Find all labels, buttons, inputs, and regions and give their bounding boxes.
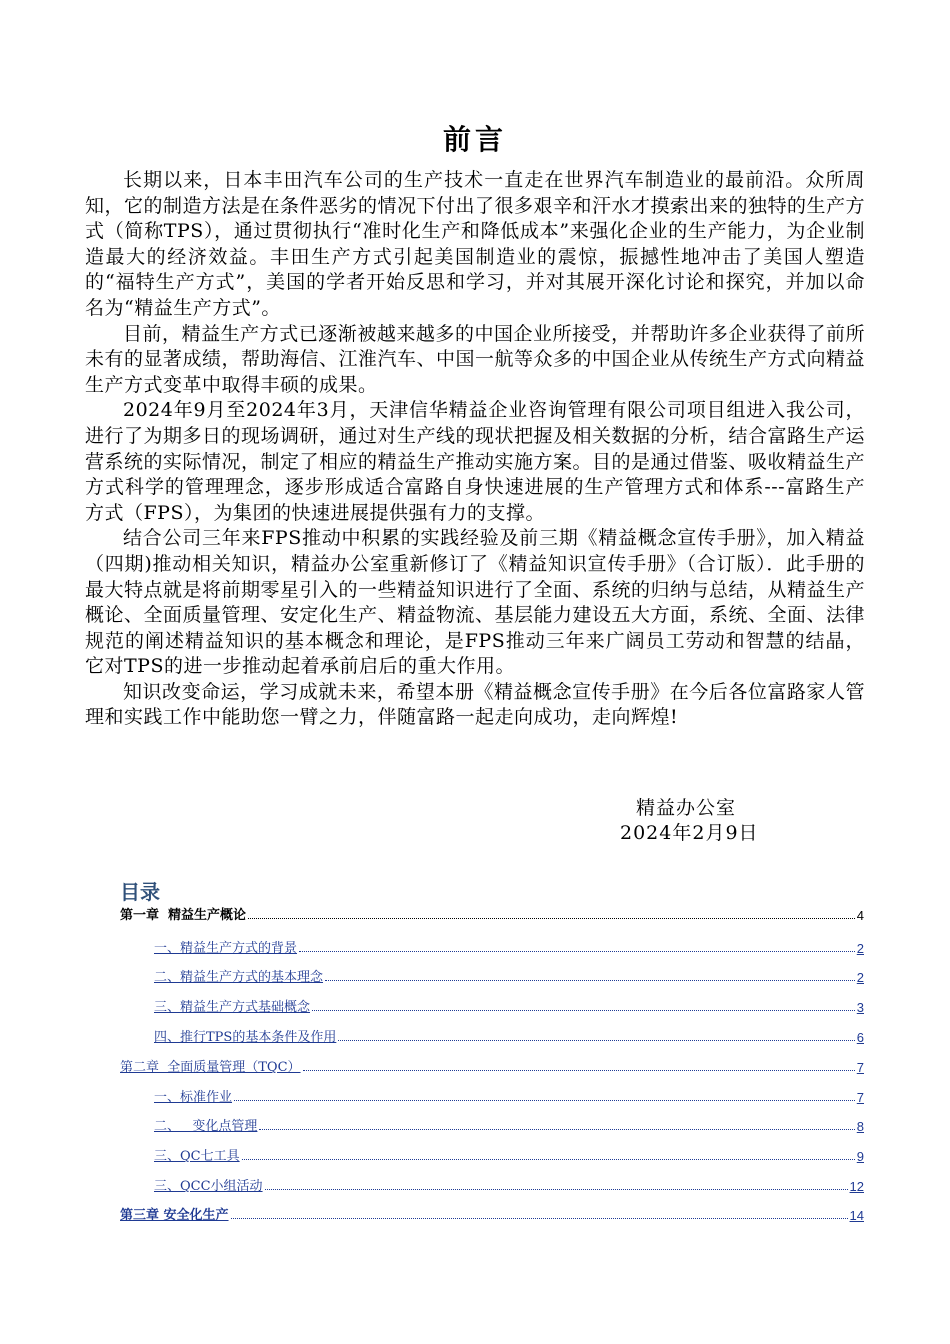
toc-entry-label: 三、QCC小组活动 bbox=[154, 1179, 263, 1194]
toc-leader-dots bbox=[325, 980, 855, 981]
toc-entry-label: 一、标准作业 bbox=[154, 1090, 233, 1105]
toc-entry-label: 一、精益生产方式的背景 bbox=[154, 941, 298, 956]
toc-entry-section[interactable] bbox=[120, 1176, 864, 1194]
toc-leader-dots bbox=[303, 1070, 855, 1071]
toc-entry-label: 三、精益生产方式基础概念 bbox=[154, 1000, 311, 1015]
toc-entry-section[interactable] bbox=[120, 1087, 864, 1105]
toc-entry-page: 3 bbox=[856, 1000, 864, 1015]
toc-leader-dots bbox=[259, 1129, 854, 1130]
toc-entry-chapter-3[interactable] bbox=[120, 1205, 864, 1223]
preface-paragraph: 结合公司三年来FPS推动中积累的实践经验及前三期《精益概念宣传手册》，加入精益（四期)推动相关知识，精益办公室重新修订了《精益知识宣传手册》（合订版）．此手册的最大特点就是将前期零星引入的一些精益知识进行了全面、系统的归纳与总结，从精益生产概论、全面质量管理、安定化生产、精益物流、基层能力建设五大方面，系统、全面、法律规范的阐述精益知识的基本概念和理论，是FPS推动三年来广阔员工劳动和智慧的结晶，它对TPS的进一步推动起着承前启后的重大作用。 bbox=[85, 527, 866, 678]
toc-entry-page: 9 bbox=[856, 1149, 864, 1164]
preface-paragraph: 2024年9月至2024年3月，天津信华精益企业咨询管理有限公司项目组进入我公司，进行了为期多日的现场调研，通过对生产线的现状把握及相关数据的分析，结合富路生产运营系统的实际情况，制定了相应的精益生产推动实施方案。目的是通过借鉴、吸收精益生产方式科学的管理理念，逐步形成适合富路自身快速进展的生产管理方式和体系---富路生产方式（FPS），为集团的快速进展提供强有力的支撑。 bbox=[85, 399, 866, 524]
preface-title: 前言 bbox=[442, 123, 507, 156]
toc-leader-dots bbox=[242, 1159, 855, 1160]
toc-entry-label: 第三章 安全化生产 bbox=[120, 1208, 229, 1223]
toc-entry-page: 6 bbox=[856, 1030, 864, 1045]
toc-entry-page: 4 bbox=[856, 908, 864, 923]
preface-signature: 精益办公室 bbox=[636, 797, 737, 819]
toc-leader-dots bbox=[248, 918, 855, 919]
toc-leader-dots bbox=[312, 1010, 855, 1011]
toc-heading: 目录 bbox=[120, 882, 160, 904]
toc-entry-label: 二、 变化点管理 bbox=[154, 1119, 258, 1134]
toc-entry-section[interactable] bbox=[120, 938, 864, 956]
toc-entry-label: 四、推行TPS的基本条件及作用 bbox=[154, 1030, 337, 1045]
toc-entry-label: 三、QC七工具 bbox=[154, 1149, 240, 1164]
toc-entry-page: 12 bbox=[849, 1179, 864, 1194]
toc-entry-page: 7 bbox=[856, 1060, 864, 1075]
toc-entry-page: 2 bbox=[856, 941, 864, 956]
toc-entry-section[interactable] bbox=[120, 967, 864, 985]
toc-entry-page: 8 bbox=[856, 1119, 864, 1134]
toc-entry-page: 14 bbox=[849, 1208, 864, 1223]
toc-entry-page: 2 bbox=[856, 970, 864, 985]
toc-leader-dots bbox=[231, 1218, 848, 1219]
toc-leader-dots bbox=[234, 1100, 855, 1101]
toc-leader-dots bbox=[299, 951, 855, 952]
toc-leader-dots bbox=[265, 1189, 848, 1190]
preface-paragraph: 知识改变命运，学习成就未来，希望本册《精益概念宣传手册》在今后各位富路家人管理和实践工作中能助您一臂之力，伴随富路一起走向成功，走向辉煌! bbox=[85, 680, 865, 729]
toc-entry-section[interactable] bbox=[120, 1146, 864, 1164]
toc-entry-label: 二、精益生产方式的基本理念 bbox=[154, 970, 324, 985]
preface-body bbox=[85, 168, 865, 731]
preface-paragraph: 目前，精益生产方式已逐渐被越来越多的中国企业所接受，并帮助许多企业获得了前所未有的显著成绩，帮助海信、江淮汽车、中国一航等众多的中国企业从传统生产方式向精益生产方式变革中取得丰硕的成果。 bbox=[85, 322, 866, 396]
toc-entry-section[interactable] bbox=[120, 1027, 864, 1045]
toc-entry-chapter-1[interactable] bbox=[120, 905, 864, 923]
toc-entry-page: 7 bbox=[856, 1090, 864, 1105]
toc-entry-section[interactable] bbox=[120, 1116, 864, 1134]
preface-date: 2024年2月9日 bbox=[620, 822, 759, 844]
toc-entry-section[interactable] bbox=[120, 997, 864, 1015]
preface-paragraph: 长期以来，日本丰田汽车公司的生产技术一直走在世界汽车制造业的最前沿。众所周知，它的制造方法是在条件恶劣的情况下付出了很多艰辛和汗水才摸索出来的独特的生产方式（简称TPS），通过贯彻执行“准时化生产和降低成本”来强化企业的生产能力，为企业制造最大的经济效益。丰田生产方式引起美国制造业的震惊，振撼性地冲击了美国人塑造的“福特生产方式”，美国的学者开始反思和学习，并对其展开深化讨论和探究，并加以命名为“精益生产方式”。 bbox=[85, 169, 866, 319]
toc-leader-dots bbox=[338, 1040, 854, 1041]
toc-entry-chapter-2[interactable] bbox=[120, 1057, 864, 1075]
toc-entry-label: 第二章 全面质量管理（TQC） bbox=[120, 1060, 301, 1075]
toc-entry-label: 第一章 精益生产概论 bbox=[120, 908, 247, 923]
